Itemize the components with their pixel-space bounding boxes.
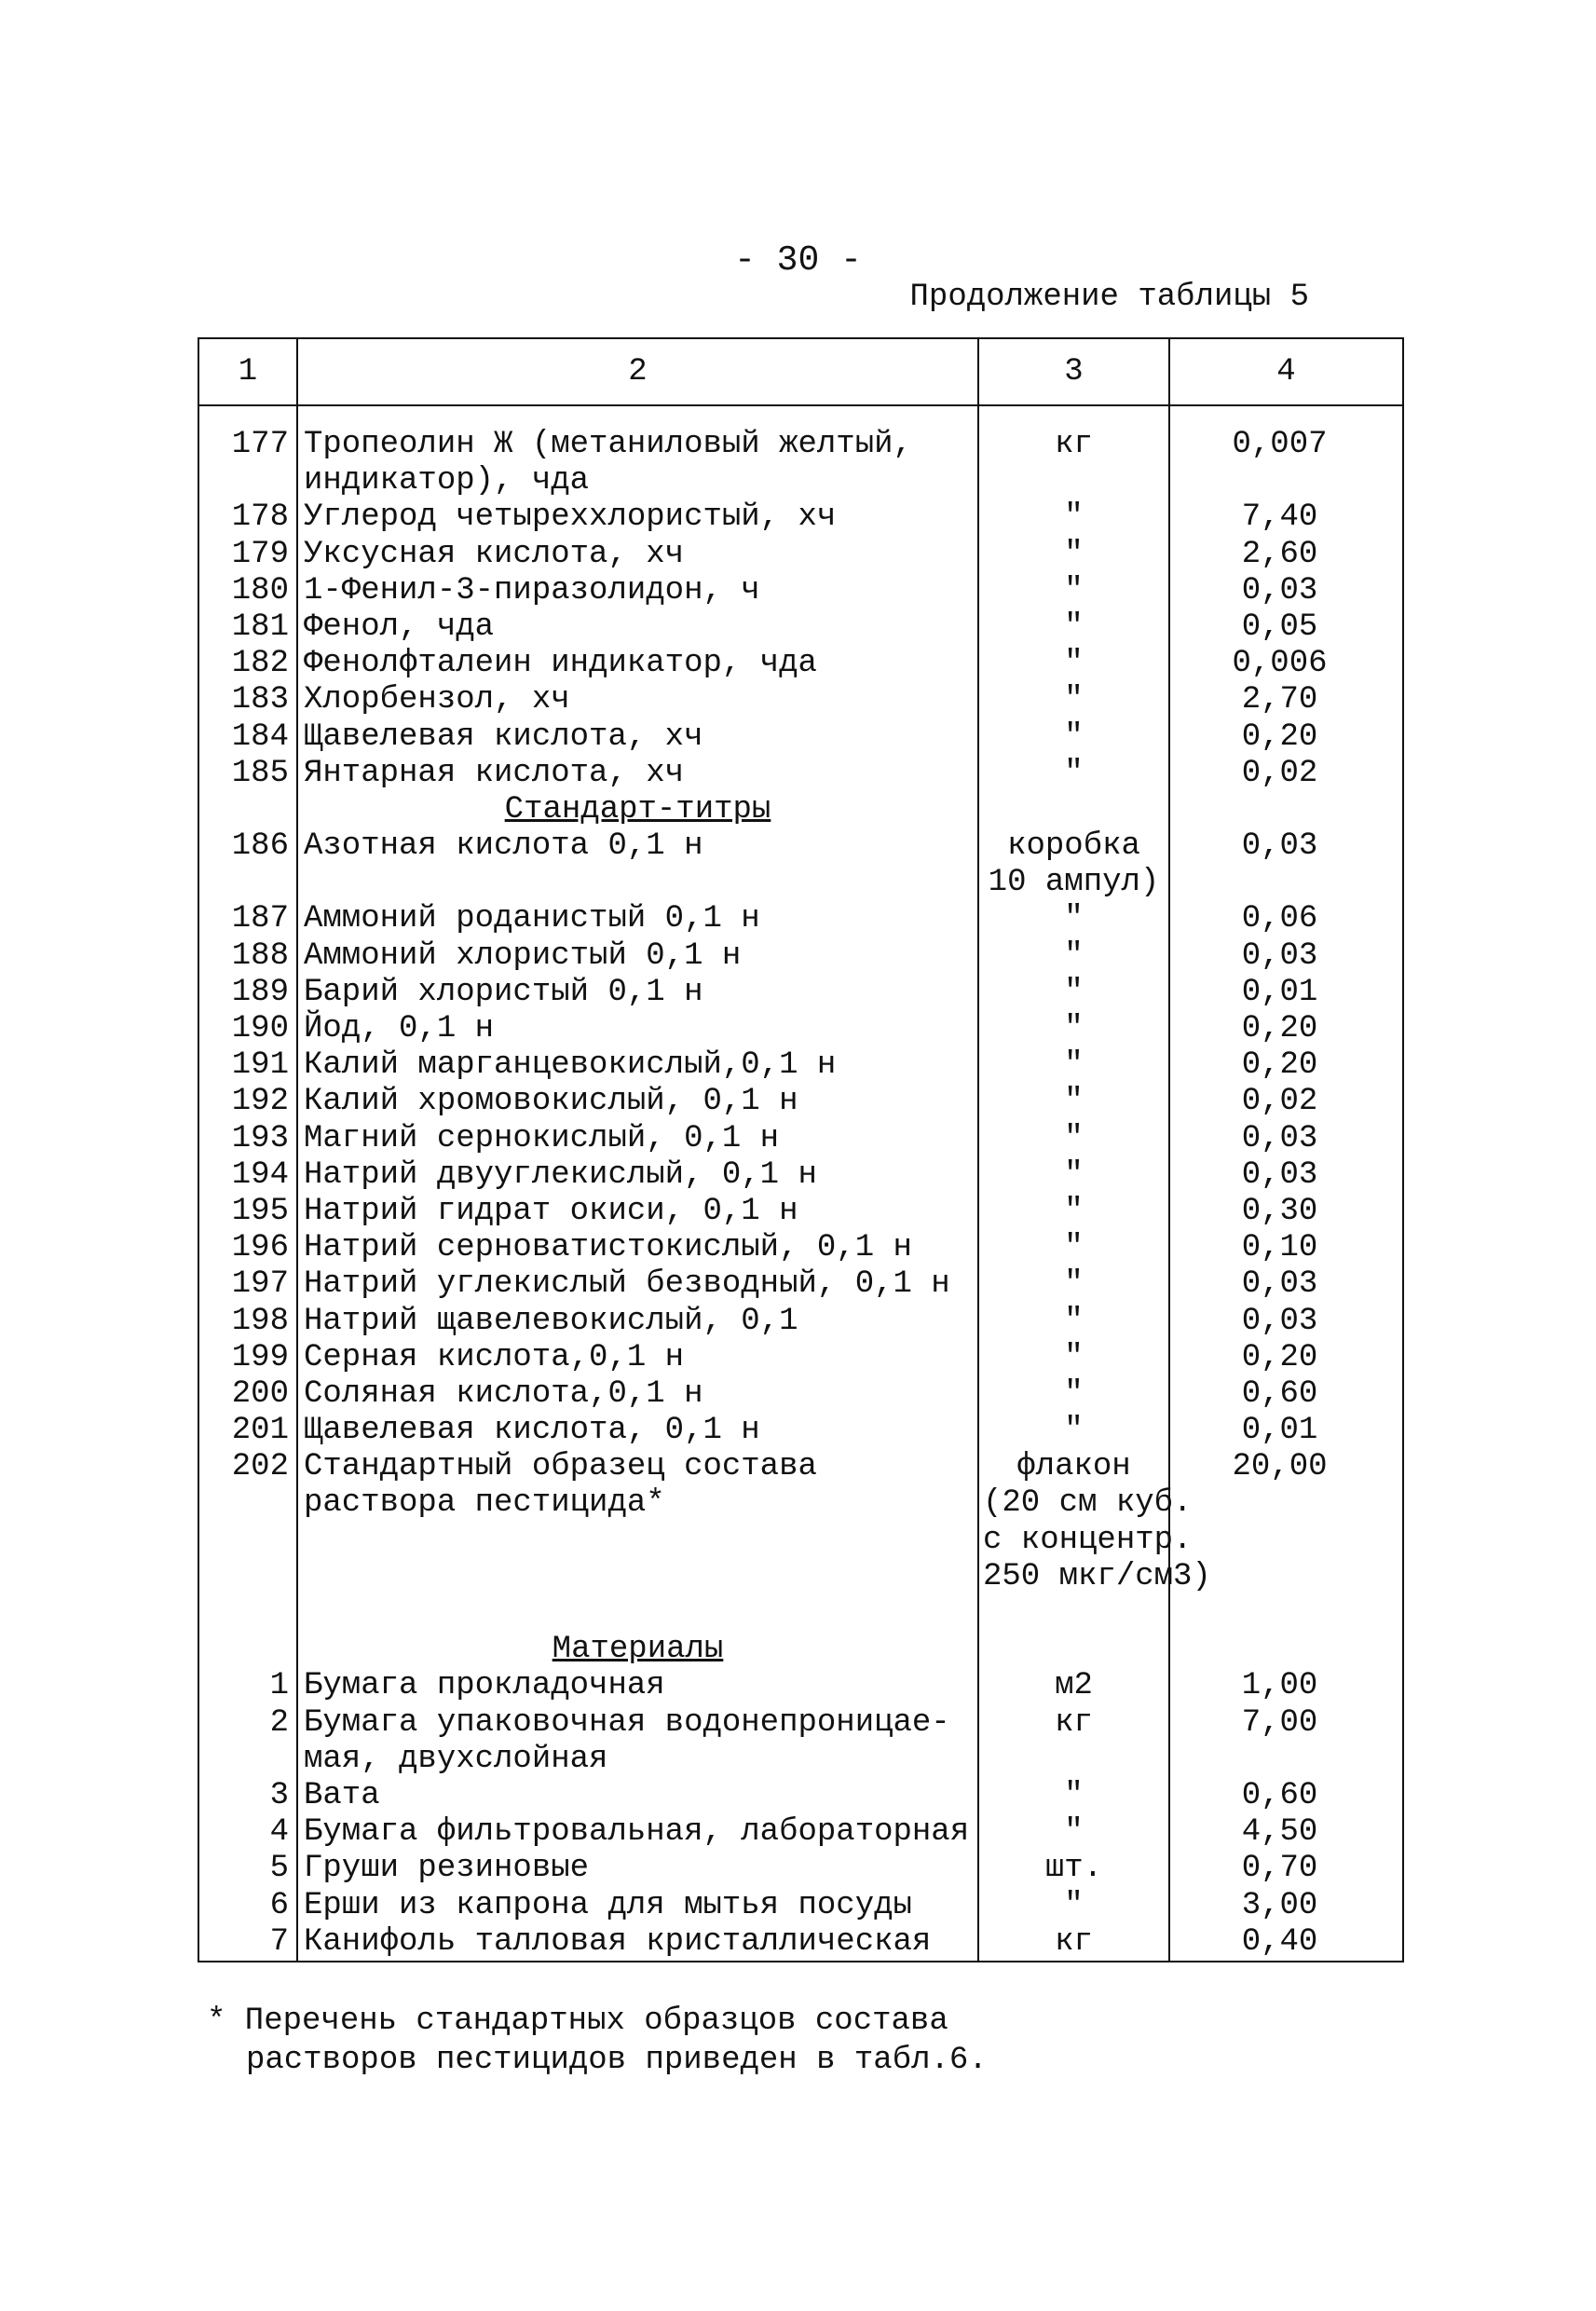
row-number: 186 — [198, 828, 297, 865]
item-unit: " — [978, 499, 1169, 536]
table-row — [198, 646, 1403, 682]
section-heading: Материалы — [297, 1632, 978, 1668]
row-number: 195 — [198, 1194, 297, 1230]
item-value: 0,03 — [1169, 573, 1403, 609]
item-unit: " — [978, 1230, 1169, 1266]
row-number — [198, 1523, 297, 1559]
table-row — [198, 1266, 1403, 1303]
page-number: - 30 - — [734, 240, 862, 280]
table-row — [198, 463, 1403, 499]
item-name: индикатор), чда — [297, 463, 978, 499]
item-value: 0,10 — [1169, 1230, 1403, 1266]
item-unit: " — [978, 975, 1169, 1011]
row-number — [198, 865, 297, 901]
item-name: Бумага фильтровальная, лабораторная — [297, 1814, 978, 1851]
table-caption: Продолжение таблицы 5 — [909, 280, 1309, 315]
item-value: 0,03 — [1169, 1266, 1403, 1303]
table-row — [198, 792, 1403, 828]
row-number: 199 — [198, 1340, 297, 1376]
row-number: 1 — [198, 1668, 297, 1704]
item-value — [1169, 1595, 1403, 1632]
item-unit: " — [978, 1266, 1169, 1303]
table-row — [198, 1668, 1403, 1704]
item-name: Груши резиновые — [297, 1851, 978, 1887]
item-value: 2,60 — [1169, 537, 1403, 573]
row-number: 189 — [198, 975, 297, 1011]
table-row — [198, 1523, 1403, 1559]
item-unit: " — [978, 1814, 1169, 1851]
row-number — [198, 792, 297, 828]
item-unit: " — [978, 1778, 1169, 1814]
row-number: 201 — [198, 1413, 297, 1449]
item-value — [1169, 1523, 1403, 1559]
item-unit: " — [978, 573, 1169, 609]
item-value: 0,60 — [1169, 1376, 1403, 1413]
row-number: 5 — [198, 1851, 297, 1887]
row-number: 180 — [198, 573, 297, 609]
item-unit: " — [978, 1194, 1169, 1230]
item-name: мая, двухслойная — [297, 1742, 978, 1778]
table-row — [198, 1121, 1403, 1157]
table-row — [198, 1376, 1403, 1413]
item-name — [297, 865, 978, 901]
table-row — [198, 1924, 1403, 1962]
table-row — [198, 865, 1403, 901]
item-name: Фенолфталеин индикатор, чда — [297, 646, 978, 682]
item-name: раствора пестицида* — [297, 1485, 978, 1522]
item-value: 1,00 — [1169, 1668, 1403, 1704]
item-name: Натрий серноватистокислый, 0,1 н — [297, 1230, 978, 1266]
row-number: 202 — [198, 1449, 297, 1485]
item-unit — [978, 1595, 1169, 1632]
row-number: 192 — [198, 1084, 297, 1120]
table-row — [198, 573, 1403, 609]
row-number: 179 — [198, 537, 297, 573]
table-row — [198, 1194, 1403, 1230]
item-unit: " — [978, 646, 1169, 682]
column-header-3: 3 — [978, 338, 1169, 405]
row-number: 2 — [198, 1705, 297, 1742]
item-value: 0,03 — [1169, 1157, 1403, 1194]
item-value: 0,006 — [1169, 646, 1403, 682]
table-row — [198, 1595, 1403, 1632]
item-name: Щавелевая кислота, 0,1 н — [297, 1413, 978, 1449]
table-row — [198, 901, 1403, 937]
row-number — [198, 1632, 297, 1668]
row-number: 197 — [198, 1266, 297, 1303]
item-unit: " — [978, 1011, 1169, 1047]
item-value — [1169, 463, 1403, 499]
item-name: Аммоний хлористый 0,1 н — [297, 938, 978, 975]
item-value: 0,05 — [1169, 609, 1403, 646]
item-unit — [978, 1742, 1169, 1778]
item-name: Йод, 0,1 н — [297, 1011, 978, 1047]
item-unit: кг — [978, 405, 1169, 463]
table-row — [198, 1340, 1403, 1376]
item-name: Соляная кислота,0,1 н — [297, 1376, 978, 1413]
item-unit: 10 ампул) — [978, 865, 1169, 901]
item-unit: " — [978, 537, 1169, 573]
row-number — [198, 1742, 297, 1778]
row-number: 3 — [198, 1778, 297, 1814]
item-value: 0,60 — [1169, 1778, 1403, 1814]
item-value — [1169, 1742, 1403, 1778]
item-unit: " — [978, 682, 1169, 718]
item-name: Серная кислота,0,1 н — [297, 1340, 978, 1376]
item-name: Натрий углекислый безводный, 0,1 н — [297, 1266, 978, 1303]
item-unit: " — [978, 1047, 1169, 1084]
table-row — [198, 756, 1403, 792]
item-name: Бумага прокладочная — [297, 1668, 978, 1704]
row-number: 196 — [198, 1230, 297, 1266]
item-unit: (20 см куб. — [978, 1485, 1169, 1522]
item-name: Фенол, чда — [297, 609, 978, 646]
row-number — [198, 1559, 297, 1595]
table-row — [198, 499, 1403, 536]
item-name: Аммоний роданистый 0,1 н — [297, 901, 978, 937]
table-row — [198, 1485, 1403, 1522]
table-row — [198, 1632, 1403, 1668]
table-row — [198, 1084, 1403, 1120]
row-number: 194 — [198, 1157, 297, 1194]
table-row — [198, 1011, 1403, 1047]
table-container — [198, 337, 1402, 1962]
table-row — [198, 1413, 1403, 1449]
item-value: 0,03 — [1169, 938, 1403, 975]
item-value: 0,70 — [1169, 1851, 1403, 1887]
row-number: 7 — [198, 1924, 297, 1962]
item-name: Уксусная кислота, хч — [297, 537, 978, 573]
item-value — [1169, 1485, 1403, 1522]
item-name: Калий хромовокислый, 0,1 н — [297, 1084, 978, 1120]
item-name: Натрий гидрат окиси, 0,1 н — [297, 1194, 978, 1230]
item-value: 0,02 — [1169, 756, 1403, 792]
item-value: 0,20 — [1169, 1047, 1403, 1084]
row-number: 190 — [198, 1011, 297, 1047]
footnote-line-2: растворов пестицидов приведен в табл.6. — [246, 2043, 988, 2078]
row-number: 183 — [198, 682, 297, 718]
item-value: 0,01 — [1169, 975, 1403, 1011]
item-unit: " — [978, 901, 1169, 937]
item-value: 0,40 — [1169, 1924, 1403, 1962]
row-number — [198, 1485, 297, 1522]
item-value: 0,03 — [1169, 1121, 1403, 1157]
table-row — [198, 1851, 1403, 1887]
item-name — [297, 1595, 978, 1632]
section-heading: Стандарт-титры — [297, 792, 978, 828]
row-number — [198, 463, 297, 499]
table-row — [198, 1047, 1403, 1084]
footnote — [207, 2002, 988, 2080]
item-name: Натрий щавелевокислый, 0,1 — [297, 1304, 978, 1340]
item-unit: шт. — [978, 1851, 1169, 1887]
item-value — [1169, 865, 1403, 901]
item-name: 1-Фенил-3-пиразолидон, ч — [297, 573, 978, 609]
table-row — [198, 719, 1403, 756]
item-unit: с концентр. — [978, 1523, 1169, 1559]
item-name: Стандартный образец состава — [297, 1449, 978, 1485]
item-value: 20,00 — [1169, 1449, 1403, 1485]
row-number — [198, 1595, 297, 1632]
table-row — [198, 1705, 1403, 1742]
item-unit: флакон — [978, 1449, 1169, 1485]
item-value: 7,40 — [1169, 499, 1403, 536]
item-unit — [978, 463, 1169, 499]
table-row — [198, 1814, 1403, 1851]
item-name: Магний сернокислый, 0,1 н — [297, 1121, 978, 1157]
item-value — [1169, 1632, 1403, 1668]
item-unit: " — [978, 1304, 1169, 1340]
item-value: 0,01 — [1169, 1413, 1403, 1449]
item-name: Вата — [297, 1778, 978, 1814]
item-unit: " — [978, 938, 1169, 975]
item-unit: " — [978, 756, 1169, 792]
item-unit: 250 мкг/см3) — [978, 1559, 1169, 1595]
row-number: 191 — [198, 1047, 297, 1084]
row-number: 178 — [198, 499, 297, 536]
item-unit: м2 — [978, 1668, 1169, 1704]
item-value: 0,007 — [1169, 405, 1403, 463]
item-unit: кг — [978, 1705, 1169, 1742]
item-unit: " — [978, 609, 1169, 646]
item-name: Янтарная кислота, хч — [297, 756, 978, 792]
table-header-row — [198, 338, 1403, 405]
table-row — [198, 1449, 1403, 1485]
item-name — [297, 1559, 978, 1595]
row-number: 193 — [198, 1121, 297, 1157]
table-row — [198, 1230, 1403, 1266]
item-value: 2,70 — [1169, 682, 1403, 718]
item-value: 0,03 — [1169, 828, 1403, 865]
item-name: Ерши из капрона для мытья посуды — [297, 1888, 978, 1924]
item-value: 0,20 — [1169, 1011, 1403, 1047]
table-row — [198, 682, 1403, 718]
table-row — [198, 1888, 1403, 1924]
item-value: 7,00 — [1169, 1705, 1403, 1742]
item-unit: " — [978, 1340, 1169, 1376]
item-unit: " — [978, 1413, 1169, 1449]
item-unit: " — [978, 1121, 1169, 1157]
table-row — [198, 405, 1403, 463]
item-unit — [978, 1632, 1169, 1668]
table-row — [198, 975, 1403, 1011]
item-value: 4,50 — [1169, 1814, 1403, 1851]
table-row — [198, 537, 1403, 573]
table-row — [198, 609, 1403, 646]
row-number: 187 — [198, 901, 297, 937]
row-number: 181 — [198, 609, 297, 646]
item-name: Канифоль талловая кристаллическая — [297, 1924, 978, 1962]
row-number: 184 — [198, 719, 297, 756]
item-name: Щавелевая кислота, хч — [297, 719, 978, 756]
item-unit: " — [978, 1157, 1169, 1194]
footnote-line-1: * Перечень стандартных образцов состава — [207, 2003, 948, 2039]
row-number: 4 — [198, 1814, 297, 1851]
row-number: 182 — [198, 646, 297, 682]
row-number: 200 — [198, 1376, 297, 1413]
item-unit: " — [978, 719, 1169, 756]
column-header-1: 1 — [198, 338, 297, 405]
item-name: Тропеолин Ж (метаниловый желтый, — [297, 405, 978, 463]
table-row — [198, 1778, 1403, 1814]
item-value: 0,06 — [1169, 901, 1403, 937]
item-name — [297, 1523, 978, 1559]
item-name: Хлорбензол, хч — [297, 682, 978, 718]
table-row — [198, 1304, 1403, 1340]
item-name: Барий хлористый 0,1 н — [297, 975, 978, 1011]
table-row — [198, 938, 1403, 975]
row-number: 185 — [198, 756, 297, 792]
column-header-4: 4 — [1169, 338, 1403, 405]
row-number: 177 — [198, 405, 297, 463]
item-value: 0,02 — [1169, 1084, 1403, 1120]
table-body — [198, 405, 1403, 1962]
materials-table — [198, 337, 1404, 1962]
row-number: 198 — [198, 1304, 297, 1340]
item-unit: " — [978, 1084, 1169, 1120]
item-value: 0,03 — [1169, 1304, 1403, 1340]
table-row — [198, 1157, 1403, 1194]
table-row — [198, 1559, 1403, 1595]
item-unit: коробка — [978, 828, 1169, 865]
item-name: Натрий двууглекислый, 0,1 н — [297, 1157, 978, 1194]
item-value: 0,20 — [1169, 719, 1403, 756]
column-header-2: 2 — [297, 338, 978, 405]
row-number: 188 — [198, 938, 297, 975]
item-value: 3,00 — [1169, 1888, 1403, 1924]
item-value: 0,30 — [1169, 1194, 1403, 1230]
row-number: 6 — [198, 1888, 297, 1924]
item-value — [1169, 792, 1403, 828]
item-name: Калий марганцевокислый,0,1 н — [297, 1047, 978, 1084]
item-unit — [978, 792, 1169, 828]
item-unit: " — [978, 1888, 1169, 1924]
item-name: Азотная кислота 0,1 н — [297, 828, 978, 865]
table-row — [198, 1742, 1403, 1778]
item-name: Углерод четыреххлористый, хч — [297, 499, 978, 536]
table-row — [198, 828, 1403, 865]
item-unit: кг — [978, 1924, 1169, 1962]
item-name: Бумага упаковочная водонепроницае- — [297, 1705, 978, 1742]
item-unit: " — [978, 1376, 1169, 1413]
item-value: 0,20 — [1169, 1340, 1403, 1376]
